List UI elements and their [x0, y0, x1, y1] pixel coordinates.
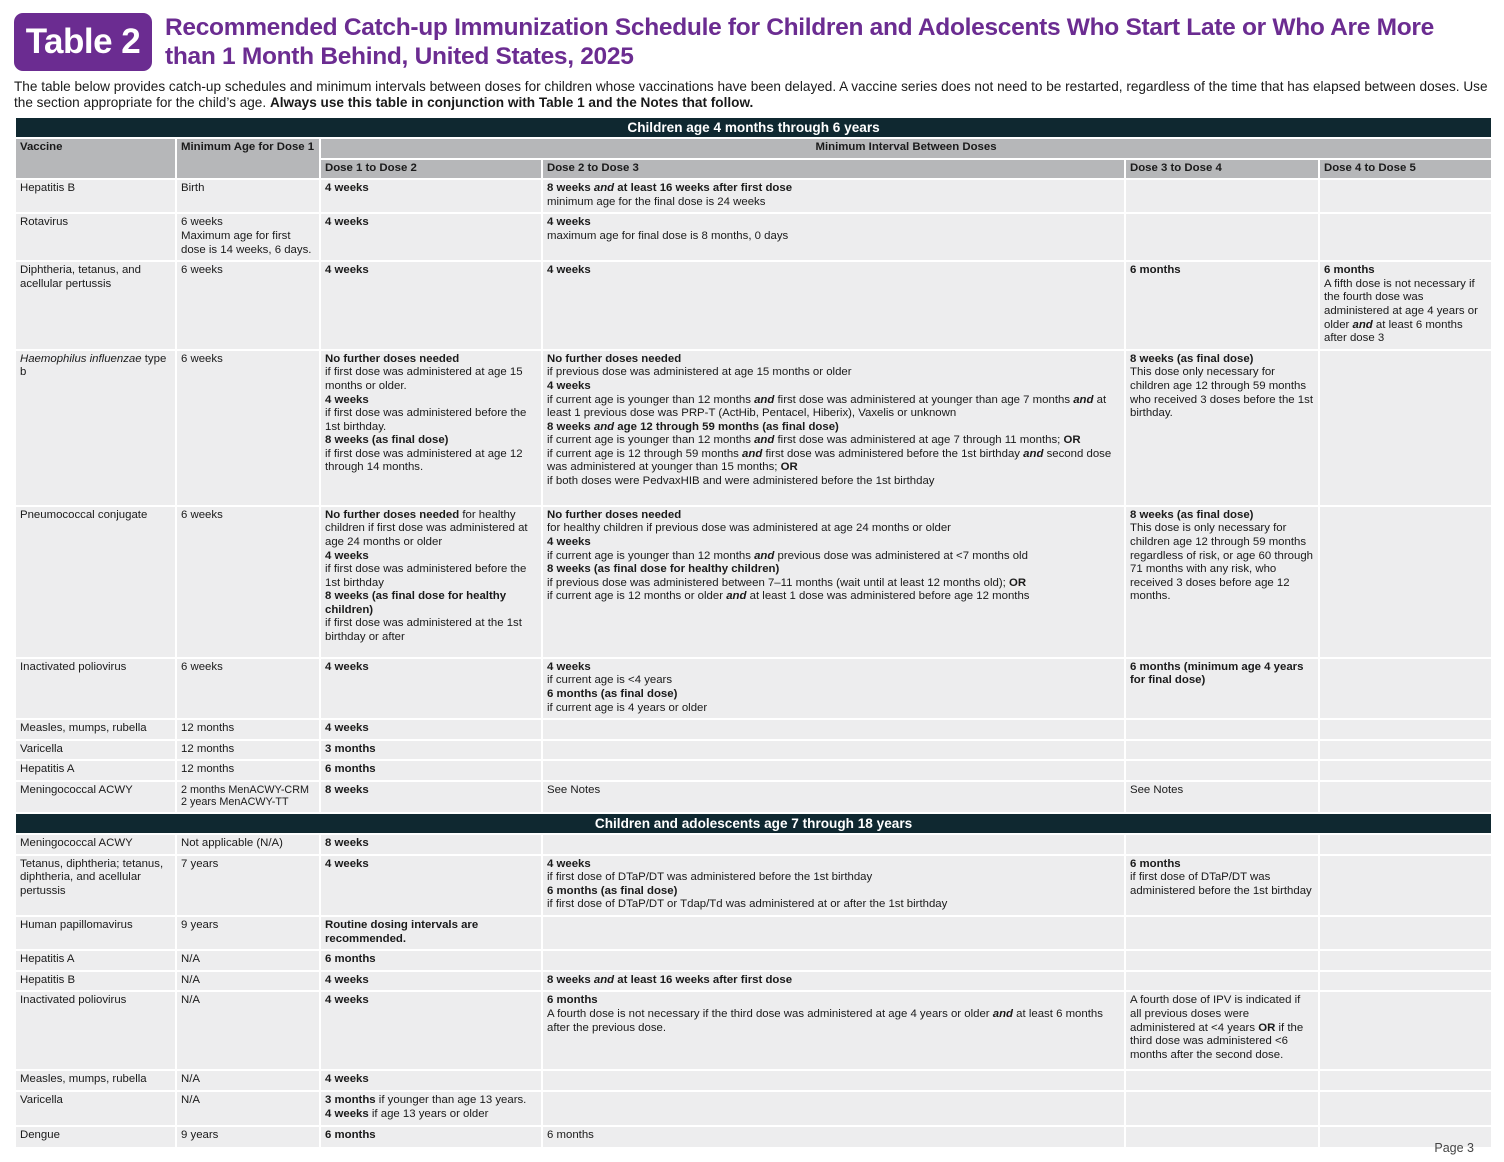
min-age-cell: 6 weeks [176, 261, 320, 350]
table-row [15, 658, 1492, 719]
vaccine-cell: Haemophilus influenzae type b [15, 350, 176, 506]
dose1-2-cell: Routine dosing intervals are recommended. [320, 916, 542, 950]
vaccine-cell: Tetanus, diphtheria; tetanus, diphtheria, and acellular pertussis [15, 855, 176, 916]
table-row [15, 834, 1492, 855]
dose3-4-cell [1125, 179, 1319, 213]
table-row [15, 1126, 1492, 1148]
dose3-4-cell [1125, 1070, 1319, 1091]
dose4-5-cell [1319, 506, 1492, 658]
dose1-2-cell: 3 months [320, 740, 542, 761]
table-row [15, 719, 1492, 740]
min-age-cell: N/A [176, 971, 320, 992]
dose3-4-cell [1125, 971, 1319, 992]
vaccine-cell: Measles, mumps, rubella [15, 1070, 176, 1091]
min-age-cell: 7 years [176, 855, 320, 916]
section-title: Children age 4 months through 6 years [15, 117, 1492, 138]
col-header-vaccine: Vaccine [15, 138, 176, 179]
dose1-2-cell: 4 weeks [320, 991, 542, 1070]
dose3-4-cell: See Notes [1125, 781, 1319, 813]
dose3-4-cell: 6 months (minimum age 4 years for final dose) [1125, 658, 1319, 719]
dose4-5-cell [1319, 950, 1492, 971]
dose1-2-cell: 3 months if younger than age 13 years. 4 weeks if age 13 years or older [320, 1091, 542, 1126]
vaccine-cell: Inactivated poliovirus [15, 991, 176, 1070]
vaccine-cell: Meningococcal ACWY [15, 781, 176, 813]
dose4-5-cell [1319, 1091, 1492, 1126]
dose2-3-cell [542, 950, 1125, 971]
dose4-5-cell [1319, 971, 1492, 992]
dose1-2-cell: 4 weeks [320, 179, 542, 213]
col-header-dose3-4: Dose 3 to Dose 4 [1125, 159, 1319, 180]
dose1-2-cell: 4 weeks [320, 213, 542, 261]
intro-paragraph [14, 79, 1492, 111]
dose1-2-cell: No further doses needed if first dose was administered at age 15 months or older. 4 weeks if first dose was administered before the 1st birthday. 8 weeks (as final dose) if first dose was administered at age 12 through 14 months. [320, 350, 542, 506]
table-row [15, 350, 1492, 506]
dose2-3-cell: 4 weeks if first dose of DTaP/DT was administered before the 1st birthday 6 months (as final dose) if first dose of DTaP/DT or Tdap/Td was administered at or after the 1st birthday [542, 855, 1125, 916]
min-age-cell: N/A [176, 1070, 320, 1091]
dose2-3-cell [542, 1070, 1125, 1091]
dose4-5-cell: 6 months A fifth dose is not necessary if the fourth dose was administered at age 4 years or older and at least 6 months after dose 3 [1319, 261, 1492, 350]
vaccine-cell: Inactivated poliovirus [15, 658, 176, 719]
table-row [15, 991, 1492, 1070]
dose2-3-cell: No further doses needed if previous dose was administered at age 15 months or older 4 weeks if current age is younger than 12 months and first dose was administered at younger than age 7 months and at least 1 previous dose was PRP-T (ActHib, Pentacel, Hiberix), Vaxelis or unknown 8 weeks and age 12 through 59 months (as final dose) if current age is younger than 12 months and first dose was administered at age 7 through 11 months; OR if current age is 12 through 59 months and first dose was administered before the 1st birthday and second dose was administered at younger than 15 months; OR if both doses were PedvaxHIB and were administered before the 1st birthday [542, 350, 1125, 506]
vaccine-cell: Hepatitis A [15, 950, 176, 971]
table-row [15, 740, 1492, 761]
table-row [15, 506, 1492, 658]
col-header-interval: Minimum Interval Between Doses [320, 138, 1492, 159]
intro-emphasis: Always use this table in conjunction with Table 1 and the Notes that follow. [269, 95, 754, 110]
dose4-5-cell [1319, 350, 1492, 506]
dose2-3-cell: See Notes [542, 781, 1125, 813]
section-title: Children and adolescents age 7 through 18 years [15, 813, 1492, 834]
dose2-3-cell [542, 1091, 1125, 1126]
table-row [15, 950, 1492, 971]
min-age-cell: 6 weeks Maximum age for first dose is 14 weeks, 6 days. [176, 213, 320, 261]
vaccine-cell: Meningococcal ACWY [15, 834, 176, 855]
vaccine-cell: Varicella [15, 740, 176, 761]
dose3-4-cell [1125, 1126, 1319, 1148]
dose4-5-cell [1319, 991, 1492, 1070]
page-number: Page 3 [1434, 1141, 1474, 1155]
dose1-2-cell: 4 weeks [320, 719, 542, 740]
dose4-5-cell [1319, 740, 1492, 761]
min-age-cell: 12 months [176, 760, 320, 781]
dose4-5-cell [1319, 855, 1492, 916]
min-age-cell: 6 weeks [176, 506, 320, 658]
min-age-cell: 9 years [176, 1126, 320, 1148]
table-row [15, 971, 1492, 992]
min-age-cell: 12 months [176, 719, 320, 740]
vaccine-cell: Human papillomavirus [15, 916, 176, 950]
vaccine-cell: Hepatitis B [15, 971, 176, 992]
page-title: Recommended Catch-up Immunization Schedule for Children and Adolescents Who Start Late or Who Are More than 1 Month Behind, United States, 2025 [165, 14, 1434, 70]
dose1-2-cell: 4 weeks [320, 261, 542, 350]
table-row [15, 781, 1492, 813]
min-age-cell: 2 months MenACWY-CRM 2 years MenACWY-TT [176, 781, 320, 813]
table-row [15, 855, 1492, 916]
section-header-young [15, 117, 1492, 138]
table-row [15, 1070, 1492, 1091]
dose3-4-cell [1125, 760, 1319, 781]
dose2-3-cell: No further doses needed for healthy children if previous dose was administered at age 24 months or older 4 weeks if current age is younger than 12 months and previous dose was administered at <7 months old 8 weeks (as final dose for healthy children) if previous dose was administered between 7–11 months (wait until at least 12 months old); OR if current age is 12 months or older and at least 1 dose was administered before age 12 months [542, 506, 1125, 658]
vaccine-cell: Hepatitis B [15, 179, 176, 213]
col-header-min-age: Minimum Age for Dose 1 [176, 138, 320, 179]
dose4-5-cell [1319, 834, 1492, 855]
vaccine-cell: Measles, mumps, rubella [15, 719, 176, 740]
dose2-3-cell [542, 740, 1125, 761]
dose4-5-cell [1319, 1070, 1492, 1091]
table-row [15, 213, 1492, 261]
dose4-5-cell [1319, 781, 1492, 813]
dose4-5-cell [1319, 916, 1492, 950]
vaccine-cell: Varicella [15, 1091, 176, 1126]
dose2-3-cell: 8 weeks and at least 16 weeks after first dose [542, 971, 1125, 992]
min-age-cell: Not applicable (N/A) [176, 834, 320, 855]
col-header-dose2-3: Dose 2 to Dose 3 [542, 159, 1125, 180]
table-row [15, 261, 1492, 350]
dose3-4-cell: 8 weeks (as final dose) This dose only necessary for children age 12 through 59 months who received 3 doses before the 1st birthday. [1125, 350, 1319, 506]
dose2-3-cell [542, 760, 1125, 781]
dose3-4-cell [1125, 834, 1319, 855]
vaccine-cell: Rotavirus [15, 213, 176, 261]
dose1-2-cell: 6 months [320, 760, 542, 781]
min-age-cell: 9 years [176, 916, 320, 950]
dose1-2-cell: 6 months [320, 950, 542, 971]
dose2-3-cell: 4 weeks maximum age for final dose is 8 months, 0 days [542, 213, 1125, 261]
column-header-row [15, 138, 1492, 159]
min-age-cell: 12 months [176, 740, 320, 761]
dose2-3-cell: 6 months [542, 1126, 1125, 1148]
table-number-badge: Table 2 [14, 13, 152, 71]
intro-text: The table below provides catch-up schedules and minimum intervals between doses for children whose vaccinations have been delayed. A vaccine series does not need to be restarted, regardless of the time that has elapsed between doses. Use the section appropriate for the child’s age. [14, 79, 1488, 110]
dose3-4-cell [1125, 719, 1319, 740]
dose2-3-cell [542, 719, 1125, 740]
page-header [14, 12, 1494, 74]
col-header-dose4-5: Dose 4 to Dose 5 [1319, 159, 1492, 180]
dose3-4-cell: 6 months if first dose of DTaP/DT was administered before the 1st birthday [1125, 855, 1319, 916]
vaccine-cell: Pneumococcal conjugate [15, 506, 176, 658]
section-header-older [15, 813, 1492, 834]
dose2-3-cell: 6 months A fourth dose is not necessary if the third dose was administered at age 4 years or older and at least 6 months after the previous dose. [542, 991, 1125, 1070]
dose3-4-cell: A fourth dose of IPV is indicated if all previous doses were administered at <4 years OR if the third dose was administered <6 months after the second dose. [1125, 991, 1319, 1070]
dose3-4-cell [1125, 213, 1319, 261]
min-age-cell: N/A [176, 991, 320, 1070]
dose4-5-cell [1319, 760, 1492, 781]
table-row [15, 1091, 1492, 1126]
min-age-cell: 6 weeks [176, 658, 320, 719]
vaccine-cell: Diphtheria, tetanus, and acellular pertussis [15, 261, 176, 350]
min-age-cell: N/A [176, 1091, 320, 1126]
dose1-2-cell: 4 weeks [320, 855, 542, 916]
dose2-3-cell: 4 weeks [542, 261, 1125, 350]
dose2-3-cell: 8 weeks and at least 16 weeks after first dose minimum age for the final dose is 24 weeks [542, 179, 1125, 213]
dose4-5-cell [1319, 179, 1492, 213]
min-age-cell: N/A [176, 950, 320, 971]
vaccine-cell: Hepatitis A [15, 760, 176, 781]
vaccine-cell: Dengue [15, 1126, 176, 1148]
dose2-3-cell [542, 916, 1125, 950]
col-header-dose1-2: Dose 1 to Dose 2 [320, 159, 542, 180]
dose1-2-cell: 8 weeks [320, 834, 542, 855]
dose2-3-cell [542, 834, 1125, 855]
catch-up-schedule-table [14, 116, 1493, 1149]
dose1-2-cell: No further doses needed for healthy children if first dose was administered at age 24 months or older 4 weeks if first dose was administered before the 1st birthday 8 weeks (as final dose for healthy children) if first dose was administered at the 1st birthday or after [320, 506, 542, 658]
dose1-2-cell: 6 months [320, 1126, 542, 1148]
dose1-2-cell: 4 weeks [320, 971, 542, 992]
dose4-5-cell [1319, 719, 1492, 740]
dose3-4-cell [1125, 916, 1319, 950]
dose4-5-cell [1319, 213, 1492, 261]
dose3-4-cell [1125, 1091, 1319, 1126]
table-row [15, 760, 1492, 781]
min-age-cell: Birth [176, 179, 320, 213]
dose3-4-cell [1125, 950, 1319, 971]
dose3-4-cell: 8 weeks (as final dose) This dose is only necessary for children age 12 through 59 months regardless of risk, or age 60 through 71 months with any risk, who received 3 doses before age 12 months. [1125, 506, 1319, 658]
dose1-2-cell: 4 weeks [320, 1070, 542, 1091]
dose2-3-cell: 4 weeks if current age is <4 years 6 months (as final dose) if current age is 4 years or older [542, 658, 1125, 719]
dose1-2-cell: 4 weeks [320, 658, 542, 719]
table-row [15, 916, 1492, 950]
dose4-5-cell [1319, 658, 1492, 719]
table-row [15, 179, 1492, 213]
dose3-4-cell [1125, 740, 1319, 761]
dose1-2-cell: 8 weeks [320, 781, 542, 813]
min-age-cell: 6 weeks [176, 350, 320, 506]
dose3-4-cell: 6 months [1125, 261, 1319, 350]
